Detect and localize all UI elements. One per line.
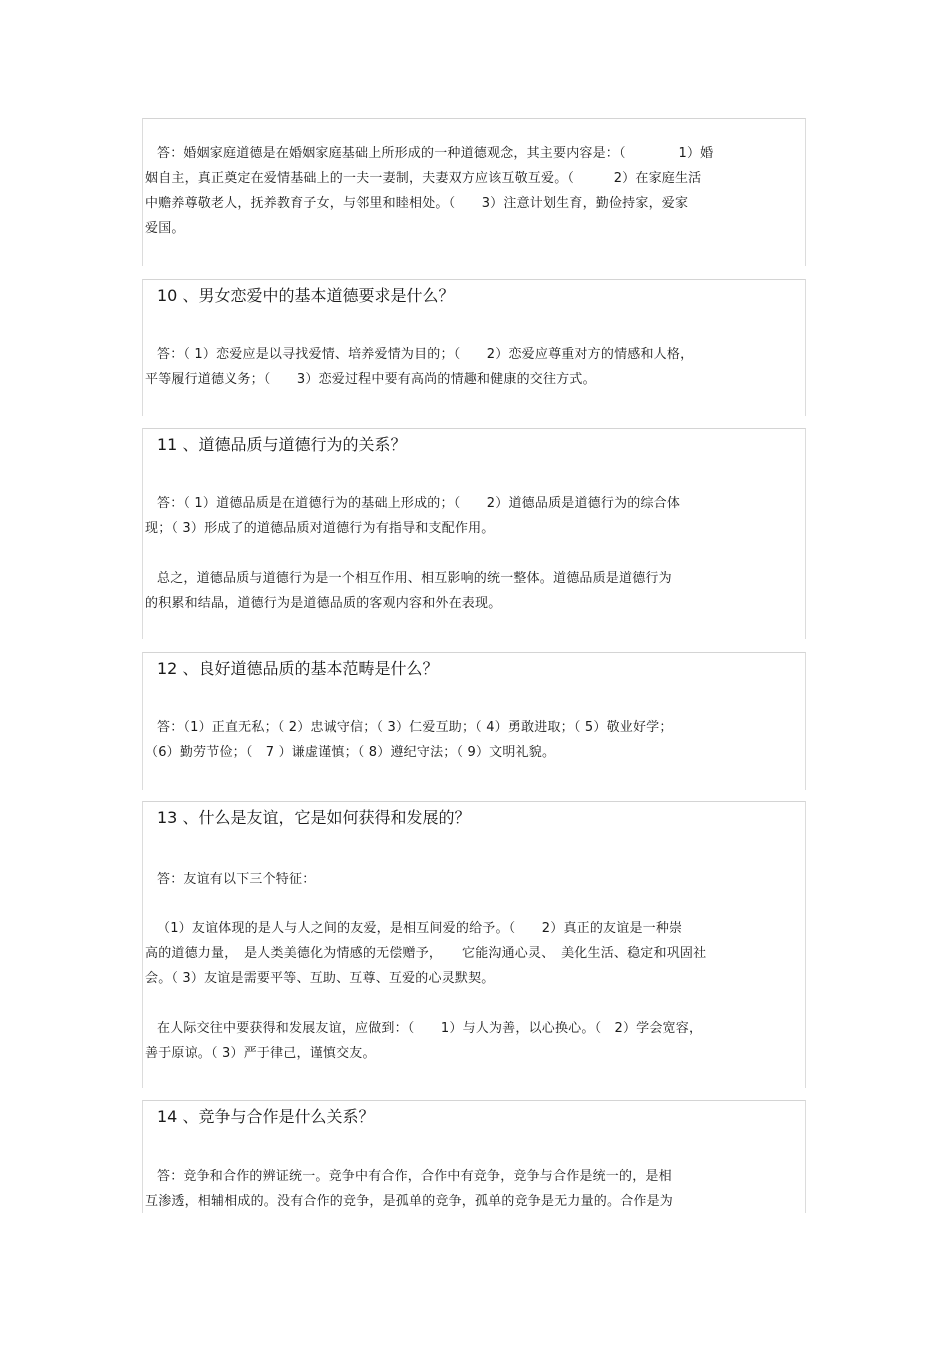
question-block-10 xyxy=(142,279,806,416)
question-title: 13 、什么是友谊，它是如何获得和发展的？ xyxy=(157,808,471,827)
answer-paragraph xyxy=(145,342,805,392)
question-block-12 xyxy=(142,652,806,790)
question-title: 10 、男女恋爱中的基本道德要求是什么？ xyxy=(157,286,455,305)
text-line: 互渗透，相辅相成的。没有合作的竞争，是孤单的竞争，孤单的竞争是无力量的。合作是为 xyxy=(145,1194,674,1209)
text-line: （1）友谊体现的是人与人之间的友爱，是相互间爱的给予。（ 2）真正的友谊是一种崇 xyxy=(157,921,683,936)
text-line: 现；（ 3）形成了的道德品质对道德行为有指导和支配作用。 xyxy=(145,521,495,536)
text-line: 善于原谅。（ 3）严于律己，谨慎交友。 xyxy=(145,1046,376,1061)
answer-paragraph xyxy=(145,1164,805,1214)
text-line: 答：竞争和合作的辨证统一。竞争中有合作，合作中有竞争，竞争与合作是统一的，是相 xyxy=(157,1169,672,1184)
answer-block-9 xyxy=(142,118,806,266)
text-line: 答：（1）正直无私；（ 2）忠诚守信；（ 3）仁爱互助；（ 4）勇敢进取；（ 5）敬业好学； xyxy=(157,720,673,735)
question-title: 11 、道德品质与道德行为的关系？ xyxy=(157,435,407,454)
answer-paragraph xyxy=(145,491,805,541)
summary-paragraph xyxy=(145,566,805,616)
question-block-11 xyxy=(142,428,806,639)
question-block-13 xyxy=(142,801,806,1088)
text-line: 爱国。 xyxy=(145,221,185,236)
text-line: 的积累和结晶，道德行为是道德品质的客观内容和外在表现。 xyxy=(145,596,502,611)
text-line: 答：（ 1）恋爱应是以寻找爱情、培养爱情为目的；（ 2）恋爱应尊重对方的情感和人格， xyxy=(157,347,694,362)
text-line: 在人际交往中要获得和发展友谊，应做到：（ 1）与人为善，以心换心。（ 2）学会宽容， xyxy=(157,1021,703,1036)
text-line: 答：婚姻家庭道德是在婚姻家庭基础上所形成的一种道德观念，其主要内容是：（ 1）婚 xyxy=(157,146,714,161)
answer-paragraph xyxy=(145,141,805,241)
text-line: 总之，道德品质与道德行为是一个相互作用、相互影响的统一整体。道德品质是道德行为 xyxy=(157,571,672,586)
question-block-14 xyxy=(142,1100,806,1213)
text-line: 平等履行道德义务；（ 3）恋爱过程中要有高尚的情趣和健康的交往方式。 xyxy=(145,372,596,387)
traits-paragraph xyxy=(145,916,805,991)
question-title: 12 、良好道德品质的基本范畴是什么？ xyxy=(157,659,439,678)
text-line: 高的道德力量， 是人类美德化为情感的无偿赠予， 它能沟通心灵、 美化生活、稳定和巩固社 xyxy=(145,946,707,961)
answer-paragraph xyxy=(145,715,805,765)
text-line: （6）勤劳节俭；（ 7 ）谦虚谨慎；（ 8）遵纪守法；（ 9）文明礼貌。 xyxy=(145,745,556,760)
text-line: 姻自主，真正奠定在爱情基础上的一夫一妻制，夫妻双方应该互敬互爱。（ 2）在家庭生活 xyxy=(145,171,702,186)
advice-paragraph xyxy=(145,1016,805,1066)
text-line: 答：友谊有以下三个特征： xyxy=(157,872,316,887)
text-line: 会。（ 3）友谊是需要平等、互助、互尊、互爱的心灵默契。 xyxy=(145,971,495,986)
text-line: 答：（ 1）道德品质是在道德行为的基础上形成的；（ 2）道德品质是道德行为的综合体 xyxy=(157,496,681,511)
question-title: 14 、竞争与合作是什么关系？ xyxy=(157,1107,375,1126)
text-line: 中赡养尊敬老人，抚养教育子女，与邻里和睦相处。（ 3）注意计划生育，勤俭持家，爱家 xyxy=(145,196,689,211)
answer-paragraph xyxy=(145,867,805,892)
